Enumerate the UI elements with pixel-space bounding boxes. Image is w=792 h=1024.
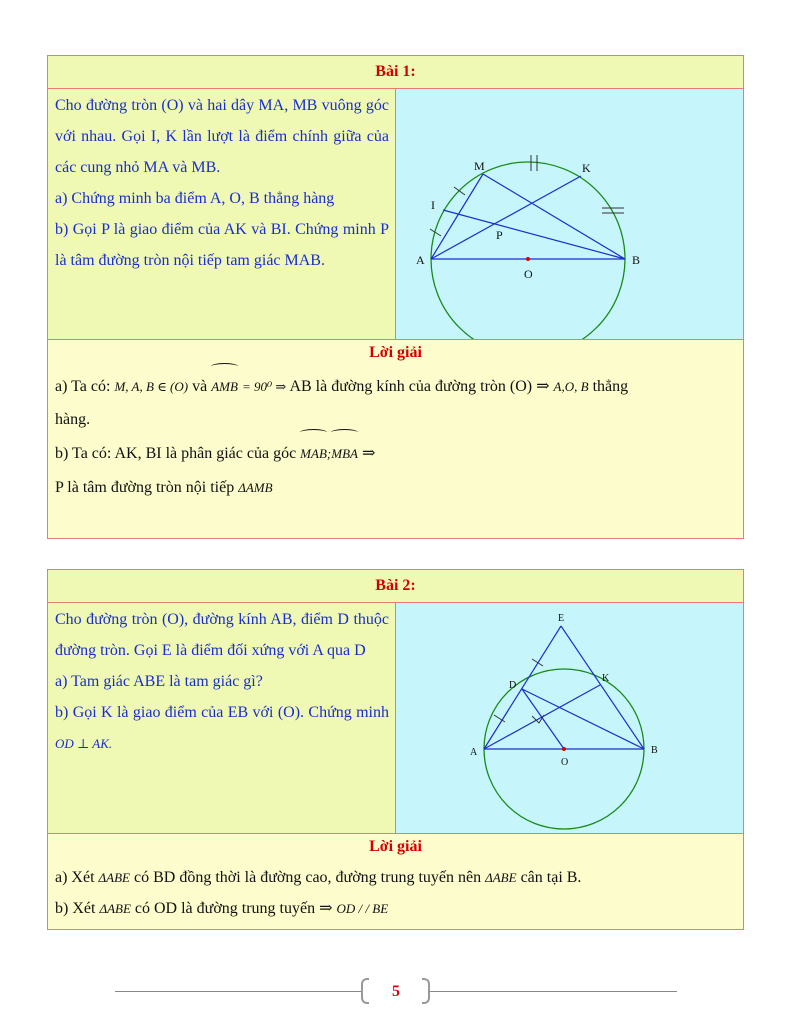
math-expr: ΔAMB [238,480,273,495]
math-expr: OD / / BE [336,901,389,916]
solution-title: Lời giải [369,344,422,361]
label-A: A [470,747,478,758]
statement-line: b) Gọi P là giao điểm của AK và BI. Chứng minh P là tâm đường tròn nội tiếp tam giác MAB. [55,221,389,269]
statement-line: Cho đường tròn (O), đường kính AB, điểm D thuộc đường tròn. Gọi E là điểm đối xứng với A qua D [55,611,389,659]
angle-AMB: AMB [211,368,238,406]
problem-2-figure [396,603,743,833]
solution-b: b) Xét ΔABE có OD là đường trung tuyến ⇒ OD / / BE [55,900,389,917]
problem-2-title: Bài 2: [48,570,743,603]
problem-1-title: Bài 1: [48,56,743,89]
solution-a: a) Xét ΔABE có BD đồng thời là đường cao, đường trung tuyến nên ΔABE cân tại B. [55,869,582,886]
math-expr: ΔABE [485,870,517,885]
label-I: I [431,198,435,212]
problem-2 [47,569,744,930]
math-expr: ΔABE [99,901,131,916]
statement-line: a) Tam giác ABE là tam giác gì? [55,673,263,690]
label-A: A [416,253,425,267]
label-M: M [474,159,485,173]
solution-b-cont: P là tâm đường tròn nội tiếp ΔAMB [55,479,273,496]
problem-1-figure [396,89,743,339]
solution-title: Lời giải [369,838,422,855]
footer-bracket-left [361,978,369,1004]
footer-rule-right [430,991,677,992]
angle-MBA: MBA [331,434,358,474]
label-K: K [602,673,610,684]
problem-1 [47,55,744,539]
label-P: P [496,228,503,242]
label-O: O [561,757,569,768]
statement-line: Cho đường tròn (O) và hai dây MA, MB vuông góc với nhau. Gọi I, K lần lượt là điểm chính giữa của các cung nhỏ MA và MB. [55,97,389,176]
math-expr: M, A, B ∈ (O) [114,379,189,394]
solution-b: b) Ta có: AK, BI là phân giác của góc MAB;MBA ⇒ [55,434,736,474]
label-K: K [582,161,591,175]
statement-line: b) Gọi K là giao điểm của EB với (O). Chứng minh OD ⊥ AK. [55,704,389,751]
math-expr: ΔABE [98,870,130,885]
page-number: 5 [392,983,400,1000]
problem-1-solution [48,340,743,538]
math-expr: A,O, B [553,379,589,394]
problem-2-content [48,603,743,834]
label-E: E [558,613,565,624]
label-B: B [651,745,658,756]
circle-diagram-2 [396,603,743,833]
footer-rule-left [115,991,361,992]
math-expr: OD ⊥ AK. [55,736,113,751]
label-O: O [524,267,533,281]
label-D: D [509,680,517,691]
circle-diagram-1 [396,89,743,339]
footer-bracket-right [422,978,430,1004]
solution-a-cont: hàng. [55,411,91,428]
label-B: B [632,253,641,267]
angle-MAB: MAB [300,434,327,474]
solution-a: a) Ta có: M, A, B ∈ (O) và AMB = 90⁰ ⇒ AB là đường kính của đường tròn (O) ⇒ A,O, B thẳng [55,368,736,406]
problem-1-statement [48,89,396,339]
problem-2-statement [48,603,396,833]
problem-1-content [48,89,743,340]
statement-line: a) Chứng minh ba điểm A, O, B thẳng hàng [55,190,335,207]
problem-2-solution [48,834,743,929]
